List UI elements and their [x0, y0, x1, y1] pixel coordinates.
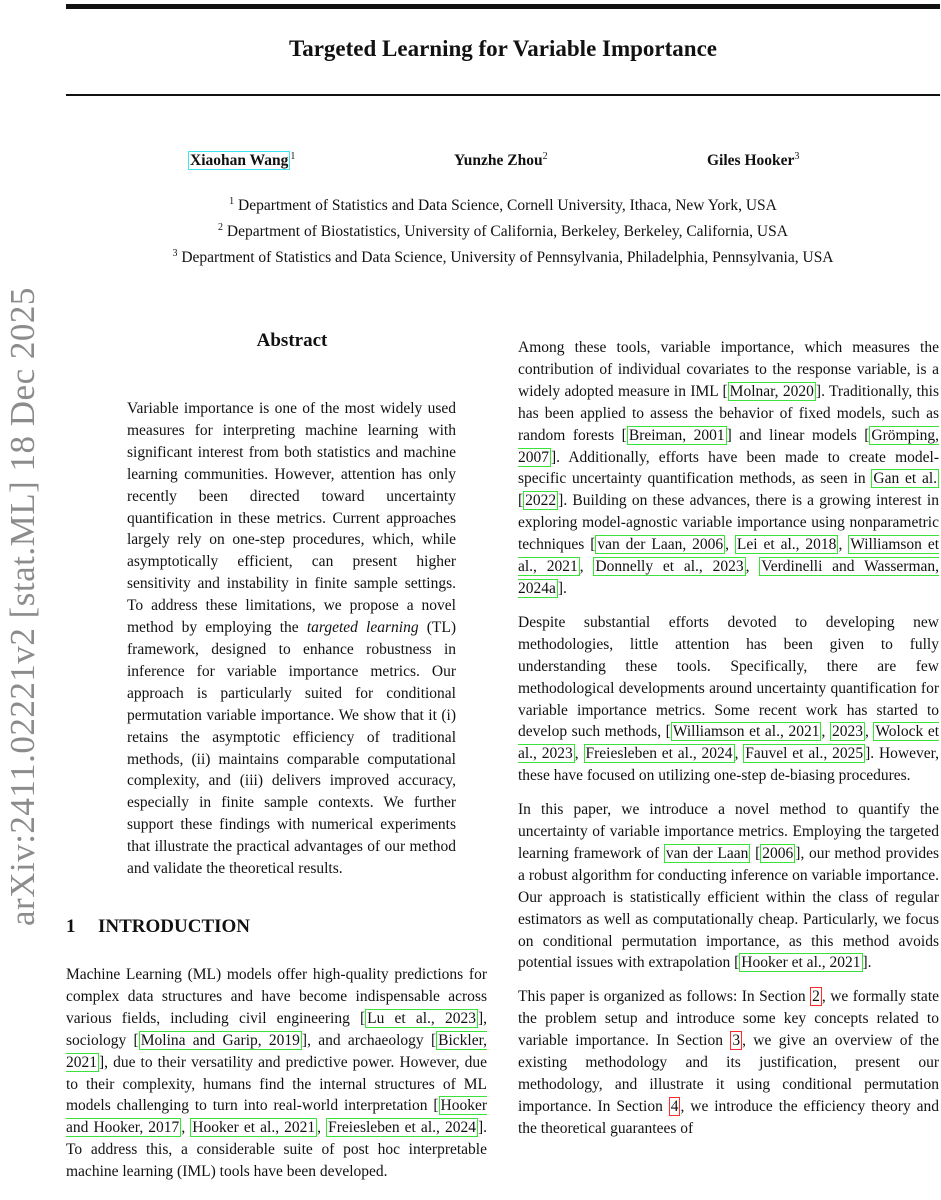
abstract-body: Variable importance is one of the most widely used measures for interpreting machine learning with significant interest from both statistics and machine learning communities. However, attention has only recently been directed toward uncertainty quantification in these metrics. Current approaches largely rely on one-step procedures, which, while asymptotically efficient, can present higher sensitivity and instability in finite sample settings. To address these limitations, we propose a novel method by employing the targeted learning (TL) framework, designed to enhance robustness in inference for variable importance metrics. Our approach is particularly suited for conditional permutation variable importance. We show that it (i) retains the asymptotic efficiency of traditional methods, (ii) maintains comparable computational complexity, and (iii) delivers improved accuracy, especially in finite sample contexts. We further support these findings with numerical experiments that illustrate the practical advantages of our method and validate the theoretical results.: [127, 400, 457, 878]
citation-link[interactable]: Williamson et al., 2021: [518, 536, 940, 576]
citation-link[interactable]: Grömping, 2007: [518, 426, 940, 466]
author-1-link[interactable]: Xiaohan Wang: [190, 152, 289, 170]
affiliation-1: $^1$ Department of Statistics and Data Science, Cornell University, Ithaca, New York, USA: [229, 196, 777, 215]
citation-link[interactable]: Lu et al., 2023: [367, 1009, 476, 1027]
citation-link[interactable]: 2006: [762, 844, 794, 862]
citation-link[interactable]: Fauvel et al., 2025: [745, 745, 864, 763]
author-3: [707, 151, 799, 170]
citation-link[interactable]: Freiesleben et al., 2024: [328, 1119, 476, 1137]
intro-paragraph-4: In this paper, we introduce a novel method to quantify the uncertainty of variable importance metrics. Employing the targeted learning framework of van der Laan [ 2006 ], our method provides a robust algorithm for conducting inference on variable importance. Our approach is statistically efficient within the class of regular estimators as well as computationally cheap. Particularly, we focus on conditional permutation importance, as this method avoids potential issues with extrapolation [ Hooker et al., 2021 ].: [518, 801, 939, 972]
intro-paragraph-3: Despite substantial efforts devoted to developing new methodologies, little attention has been given to fully understanding these tools. Specifically, there are few methodological developments around uncertainty quantification for variable importance metrics. Some recent work has started to develop such methods, [ Williamson et al., 2021 , 2023 , Wolock et al., 2023 , Freiesleben et al., 2024 , Fauvel et al., 2025 ]. However, these have focused on utilizing one-step de-biasing procedures.: [518, 613, 940, 785]
citation-link[interactable]: van der Laan: [665, 844, 749, 862]
citation-link[interactable]: van der Laan, 2006: [597, 536, 724, 554]
citation-link[interactable]: Hooker and Hooker, 2017: [66, 1097, 487, 1137]
affiliation-3: $^3$ Department of Statistics and Data Science, University of Pennsylvania, Philadelphia, Pennsylvania, USA: [172, 248, 834, 267]
top-rule: [66, 4, 940, 9]
right-column: [518, 337, 939, 1152]
citation-link[interactable]: Wolock et al., 2023: [518, 723, 940, 763]
arxiv-side-stamp: arXiv:2411.02221v2 [stat.ML] 18 Dec 2025: [3, 287, 42, 926]
section-ref-link[interactable]: 3: [732, 1032, 741, 1050]
intro-paragraph-2: Among these tools, variable importance, which measures the contribution of individual covariates to the response variable, is a widely adopted measure in IML [ Molnar, 2020 ]. Traditionally, this has been applied to assess the behavior of fixed models, such as random forests [ Breiman, 2001 ] and linear models [ Grömping, 2007 ]. Additionally, efforts have been made to create model-specific uncertainty quantification methods, as seen in Gan et al. [ 2022 ]. Building on these advances, there is a growing interest in exploring model-agnostic variable importance using nonparametric techniques [ van der Laan, 2006 , Lei et al., 2018 , Williamson et al., 2021 , Donnelly et al., 2023 , Verdinelli and Wasserman, 2024a ].: [518, 339, 940, 597]
author-3-sup: 3: [794, 151, 800, 162]
citation-link[interactable]: Molnar, 2020: [729, 382, 814, 400]
citation-link[interactable]: Freiesleben et al., 2024: [585, 745, 733, 763]
citation-link[interactable]: 2023: [831, 723, 863, 741]
citation-link[interactable]: Williamson et al., 2021: [672, 723, 820, 741]
author-2-sup: 2: [542, 151, 548, 162]
author-3-name: Giles Hooker: [707, 152, 795, 170]
citation-link[interactable]: Breiman, 2001: [628, 426, 725, 444]
paper-title: Targeted Learning for Variable Importance: [288, 36, 718, 61]
author-1: [188, 151, 295, 170]
citation-link[interactable]: Lei et al., 2018: [736, 536, 837, 554]
citation-link[interactable]: Molina and Garip, 2019: [140, 1031, 300, 1049]
author-2: [454, 151, 548, 170]
citation-link[interactable]: Donnelly et al., 2023: [595, 558, 744, 576]
intro-paragraph-1: Machine Learning (ML) models offer high-quality predictions for complex data structures and have become indispensable across various fields, including civil engineering [ Lu et al., 2023 ], sociology [ Molina and Garip, 2019 ], and archaeology [ Bickler, 2021 ], due to their versatility and predictive power. However, due to their complexity, humans find the internal structures of ML models challenging to turn into real-world interpretation [ Hooker and Hooker, 2017 , Hooker et al., 2021 , Freiesleben et al., 2024 ]. To address this, a considerable suite of post hoc interpretable machine learning (IML) tools have been developed.: [66, 966, 488, 1181]
citation-link[interactable]: 2022: [525, 492, 557, 510]
author-1-sup: 1: [290, 151, 296, 162]
title-rule: [66, 94, 940, 96]
section-heading-introduction: 1 INTRODUCTION: [66, 916, 251, 937]
intro-paragraph-5: This paper is organized as follows: In Section 2 , we formally state the problem setup and introduce some key concepts related to variable importance. In Section 3 , we give an overview of the existing methodology and its justification, present our methodology, and illustrate it using conditional permutation importance. In Section 4 , we introduce the efficiency theory and the theoretical guarantees of: [518, 988, 940, 1137]
citation-link[interactable]: Bickler, 2021: [66, 1031, 487, 1071]
abstract-heading: Abstract: [256, 330, 328, 351]
citation-link[interactable]: Hooker et al., 2021: [192, 1119, 316, 1137]
citation-link[interactable]: Verdinelli and Wasserman, 2024a: [518, 558, 940, 597]
citation-link[interactable]: Hooker et al., 2021: [741, 954, 861, 972]
affiliations: [66, 191, 940, 269]
citation-link[interactable]: Gan et al.: [873, 470, 938, 488]
affiliation-2: $^2$ Department of Biostatistics, University of California, Berkeley, Berkeley, California, USA: [218, 222, 788, 241]
section-ref-link[interactable]: 2: [812, 988, 820, 1006]
author-2-name: Yunzhe Zhou: [454, 152, 543, 170]
section-ref-link[interactable]: 4: [670, 1097, 679, 1115]
